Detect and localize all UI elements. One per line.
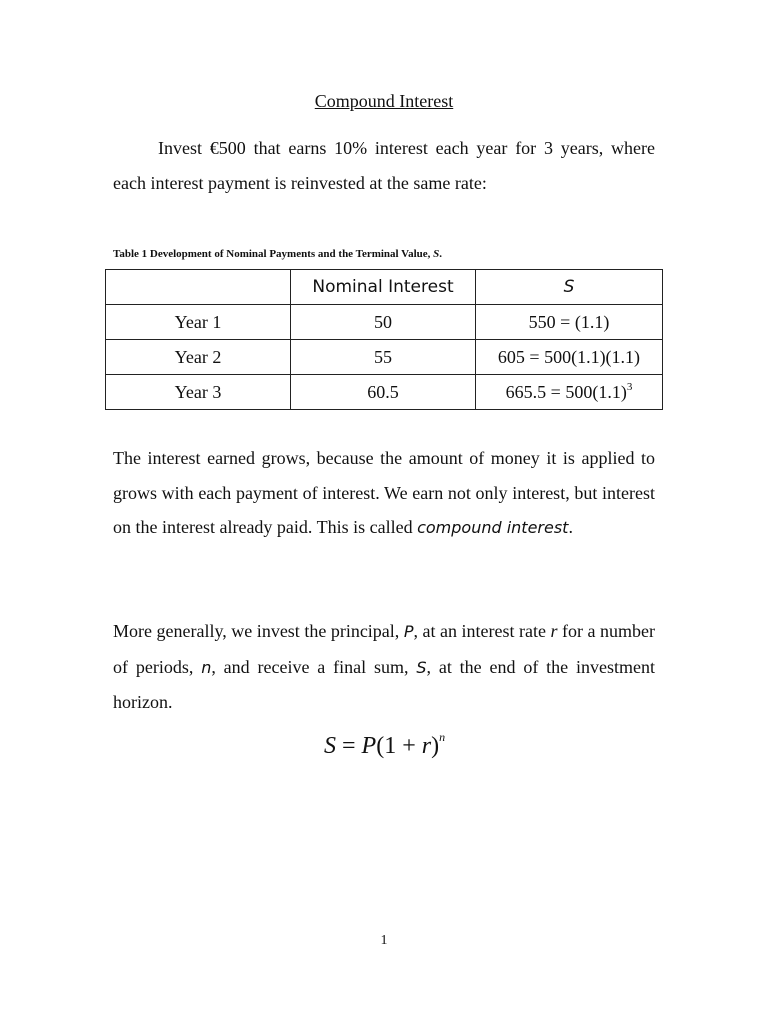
row-value — [476, 305, 663, 340]
table-row — [106, 305, 663, 340]
general-text-5: , at the end of the investment horizon. — [113, 656, 656, 712]
formula-open: (1 + — [376, 733, 422, 759]
formula-equals: = — [336, 733, 362, 759]
row-label: Year 2 — [106, 340, 291, 375]
table-row — [106, 340, 663, 375]
caption-text: Table 1 Development of Nominal Payments and the Terminal Value, — [113, 248, 434, 260]
general-paragraph — [113, 614, 655, 720]
row-value-text: 605 = 500(1.1)(1.1) — [497, 347, 641, 367]
general-text-3: for a number of periods, — [113, 621, 656, 677]
row-interest: 60.5 — [291, 375, 476, 410]
compound-formula — [324, 730, 445, 760]
table-caption — [113, 248, 442, 260]
general-text-2: , at an interest rate — [413, 621, 551, 641]
formula-exponent: n — [439, 730, 446, 744]
caption-variable: S — [433, 248, 440, 260]
page-number: 1 — [380, 933, 388, 948]
table-row — [106, 375, 663, 410]
general-text-1: More generally, we invest the principal, — [113, 621, 404, 641]
header-cell-nominal-interest: Nominal Interest — [291, 270, 476, 305]
page-title: Compound Interest — [314, 91, 454, 111]
formula-r: r — [421, 733, 432, 759]
row-interest: 50 — [291, 305, 476, 340]
formula-close: ) — [431, 733, 440, 759]
row-value-text: 665.5 = 500(1.1) — [505, 382, 627, 402]
row-value — [476, 340, 663, 375]
compound-paragraph — [113, 441, 655, 546]
row-value-text: 550 = (1.1) — [528, 312, 610, 332]
formula-s: S — [324, 733, 336, 759]
row-interest: 55 — [291, 340, 476, 375]
compound-end: . — [568, 517, 573, 537]
header-cell-s: S — [476, 270, 663, 305]
payments-table — [105, 269, 663, 410]
header-cell-empty — [106, 270, 291, 305]
var-r: r — [550, 621, 558, 641]
var-n: n — [201, 657, 212, 677]
var-p: P — [403, 622, 414, 641]
row-label: Year 3 — [106, 375, 291, 410]
formula-p: P — [361, 733, 377, 759]
intro-paragraph: Invest €500 that earns 10% interest each year for 3 years, where each interest payment is reinvested at the same rate: — [113, 138, 655, 193]
compound-text: The interest earned grows, because the amount of money it is applied to grows with each payment of interest. We earn not only interest, but interest on the interest already paid. This is called — [113, 448, 655, 537]
row-value — [476, 375, 663, 410]
var-s: S — [416, 657, 427, 677]
row-label: Year 1 — [106, 305, 291, 340]
caption-end: . — [439, 248, 443, 260]
row-value-exponent: 3 — [626, 381, 633, 393]
compound-term: compound interest — [417, 518, 569, 537]
table-header-row — [106, 270, 663, 305]
general-text-4: , and receive a final sum, — [211, 656, 417, 677]
